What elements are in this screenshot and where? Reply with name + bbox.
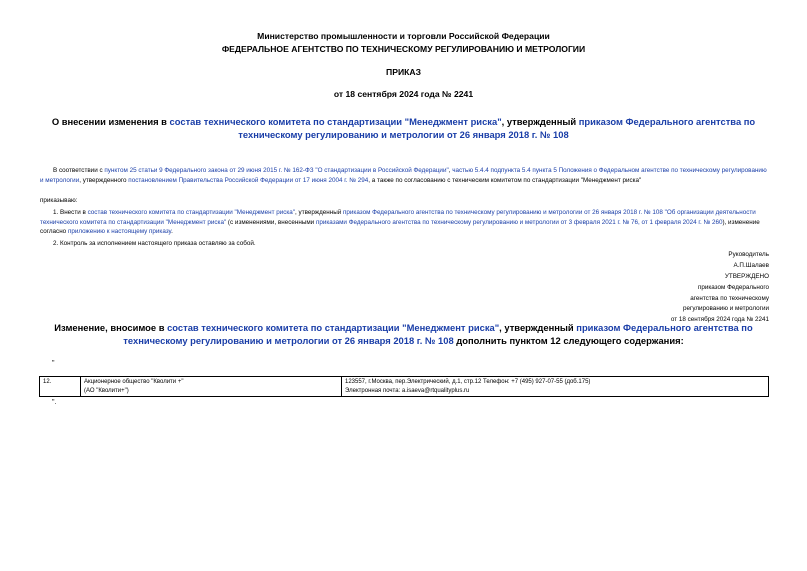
approval-line: агентства по техническому <box>690 294 769 302</box>
quote-close: ". <box>52 399 57 406</box>
text: ), изменение согласно <box>40 218 760 236</box>
agency-name: ФЕДЕРАЛЬНОЕ АГЕНТСТВО ПО ТЕХНИЧЕСКОМУ РЕГУЛИРОВАНИЮ И МЕТРОЛОГИИ <box>221 44 586 54</box>
contacts-cell <box>342 377 769 397</box>
committee-link[interactable]: состав технического комитета по стандартизации "Менеджмент риска" <box>169 116 502 127</box>
approval-line: регулированию и метрологии <box>683 305 769 313</box>
decree-link[interactable]: постановлением Правительства Российской Федерации от 17 июня 2004 г. № 294 <box>128 176 369 184</box>
signature-position: Руководитель <box>728 251 769 258</box>
order-word: приказываю: <box>40 197 78 204</box>
text: , утвержденного <box>79 176 129 184</box>
address-phone: 123557, г.Москва, пер.Электрический, д.1, стр.12 Телефон: +7 (495) 927-07-55 (доб.175) <box>345 379 591 385</box>
text: дополнить пунктом 12 следующего содержания: <box>453 334 684 346</box>
organization-name: Акционерное общество "Кволити +" <box>84 379 184 385</box>
signature-name: А.П.Шалаев <box>733 262 769 269</box>
organization-short-name: (АО "Кволити+") <box>84 387 129 394</box>
text: 1. Внести в <box>53 209 88 216</box>
document-date: от 18 сентября 2024 года № 2241 <box>333 89 474 99</box>
approval-line: УТВЕРЖДЕНО <box>724 273 769 280</box>
text: , а также по согласованию с техническим комитетом по стандартизации "Менеджмент риска" <box>368 176 642 184</box>
order-title <box>30 116 777 141</box>
table-row <box>40 377 769 397</box>
row-number: 12. <box>40 377 81 397</box>
ministry-name: Министерство промышленности и торговли Российской Федерации <box>257 31 550 41</box>
regulation-link[interactable]: частью 5.4.4 подпункта 5.4 пункта 5 Положения о Федеральном агентстве по техническому регулированию и метрологии <box>40 167 767 184</box>
preamble-paragraph <box>40 166 769 185</box>
text: В соответствии с <box>53 167 105 174</box>
annex-title <box>30 322 777 347</box>
text: (с изменениями, внесенными <box>226 218 316 226</box>
approval-line: приказом Федерального <box>697 283 769 291</box>
email: Электронная почта: a.isaeva@rtqualityplus.ru <box>345 387 470 394</box>
committee-table <box>39 376 769 397</box>
committee-link[interactable]: состав технического комитета по стандартизации "Менеджмент риска" <box>167 322 500 333</box>
text: , <box>448 167 453 174</box>
amendments-link[interactable]: приказами Федерального агентства по техническому регулированию и метрологии от 3 февраля 2021 г. № 76, от 1 февраля 2024 г. № 260 <box>315 218 723 226</box>
text: , утвержденный <box>499 322 577 333</box>
clause-2: 2. Контроль за исполнением настоящего приказа оставляю за собой. <box>53 240 256 247</box>
order-108-link[interactable]: приказом Федерального агентства по техническому регулированию и метрологии от 26 января 2018 г. № 108 <box>238 116 756 140</box>
approval-block <box>629 272 769 326</box>
order-108-link[interactable]: приказом Федерального агентства по техническому регулированию и метрологии от 26 января 2018 г. № 108 <box>123 322 753 346</box>
title-text: , утвержденный <box>501 116 579 127</box>
organization-cell <box>81 377 342 397</box>
annex-link[interactable]: приложению к настоящему приказу <box>67 228 172 236</box>
text: , утвержденный <box>295 209 343 216</box>
order-108-link[interactable]: приказом Федерального агентства по техническому регулированию и метрологии от 26 января 2018 г. № 108 "Об организации деятельности технического комитета по стандартизации "Менеджмент риска" <box>40 209 756 226</box>
text: . <box>171 228 173 236</box>
approval-line: от 18 сентября 2024 года № 2241 <box>670 316 769 324</box>
document-type: ПРИКАЗ <box>386 67 421 77</box>
quote-open: " <box>52 360 55 367</box>
title-text: О внесении изменения в <box>51 116 170 127</box>
text: Изменение, вносимое в <box>54 322 168 333</box>
law-link[interactable]: пунктом 25 статьи 9 Федерального закона от 29 июня 2015 г. № 162-ФЗ "О стандартизации в Российской Федерации" <box>104 167 449 174</box>
clause-1 <box>40 208 769 237</box>
committee-link[interactable]: состав технического комитета по стандартизации "Менеджмент риска" <box>87 209 296 216</box>
